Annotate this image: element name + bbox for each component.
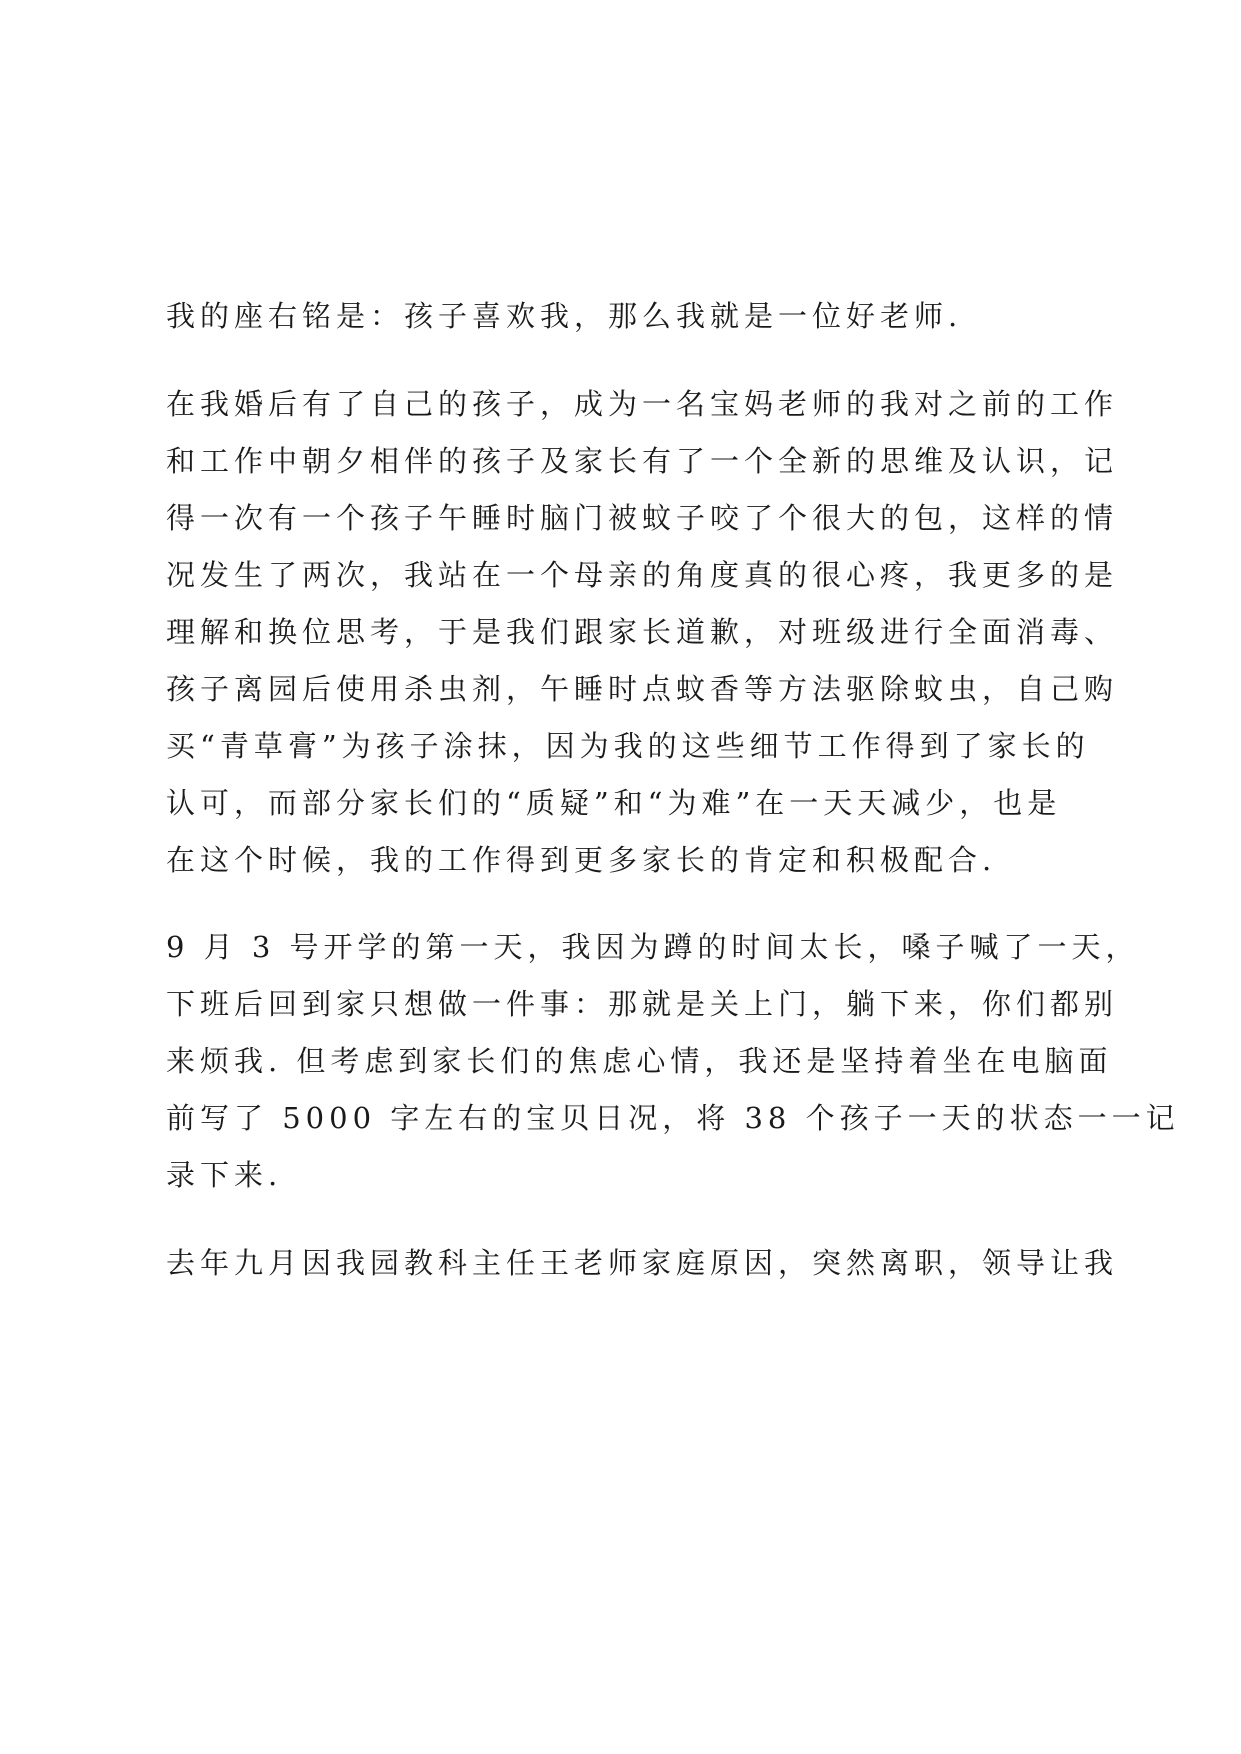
text-line: 9 月 3 号开学的第一天，我因为蹲的时间太长，嗓子喊了一天， [166,930,1140,964]
text-line: 理解和换位思考，于是我们跟家长道歉，对班级进行全面消毒、 [166,615,1119,649]
text-line: 况发生了两次，我站在一个母亲的角度真的很心疼，我更多的是 [166,558,1119,592]
text-line: 录下来. [166,1158,283,1192]
text-line: 前写了 5000 字左右的宝贝日况，将 38 个孩子一天的状态一一记 [166,1101,1180,1135]
text-line: 我的座右铭是：孩子喜欢我，那么我就是一位好老师. [166,299,963,333]
text-line: 买“青草膏”为孩子涂抹，因为我的这些细节工作得到了家长的 [166,729,1090,763]
text-line: 认可，而部分家长们的“质疑”和“为难”在一天天减少，也是 [166,786,1062,820]
text-line: 孩子离园后使用杀虫剂，午睡时点蚊香等方法驱除蚊虫，自己购 [166,672,1119,706]
text-line: 下班后回到家只想做一件事：那就是关上门，躺下来，你们都别 [166,987,1119,1021]
text-line: 在这个时候，我的工作得到更多家长的肯定和积极配合. [166,843,997,877]
text-line: 去年九月因我园教科主任王老师家庭原因，突然离职，领导让我 [166,1246,1119,1280]
text-line: 来烦我. 但考虑到家长们的焦虑心情，我还是坚持着坐在电脑面 [166,1044,1113,1078]
text-line: 和工作中朝夕相伴的孩子及家长有了一个全新的思维及认识，记 [166,444,1119,478]
text-line: 得一次有一个孩子午睡时脑门被蚊子咬了个很大的包，这样的情 [166,501,1119,535]
text-line: 在我婚后有了自己的孩子，成为一名宝妈老师的我对之前的工作 [166,387,1119,421]
